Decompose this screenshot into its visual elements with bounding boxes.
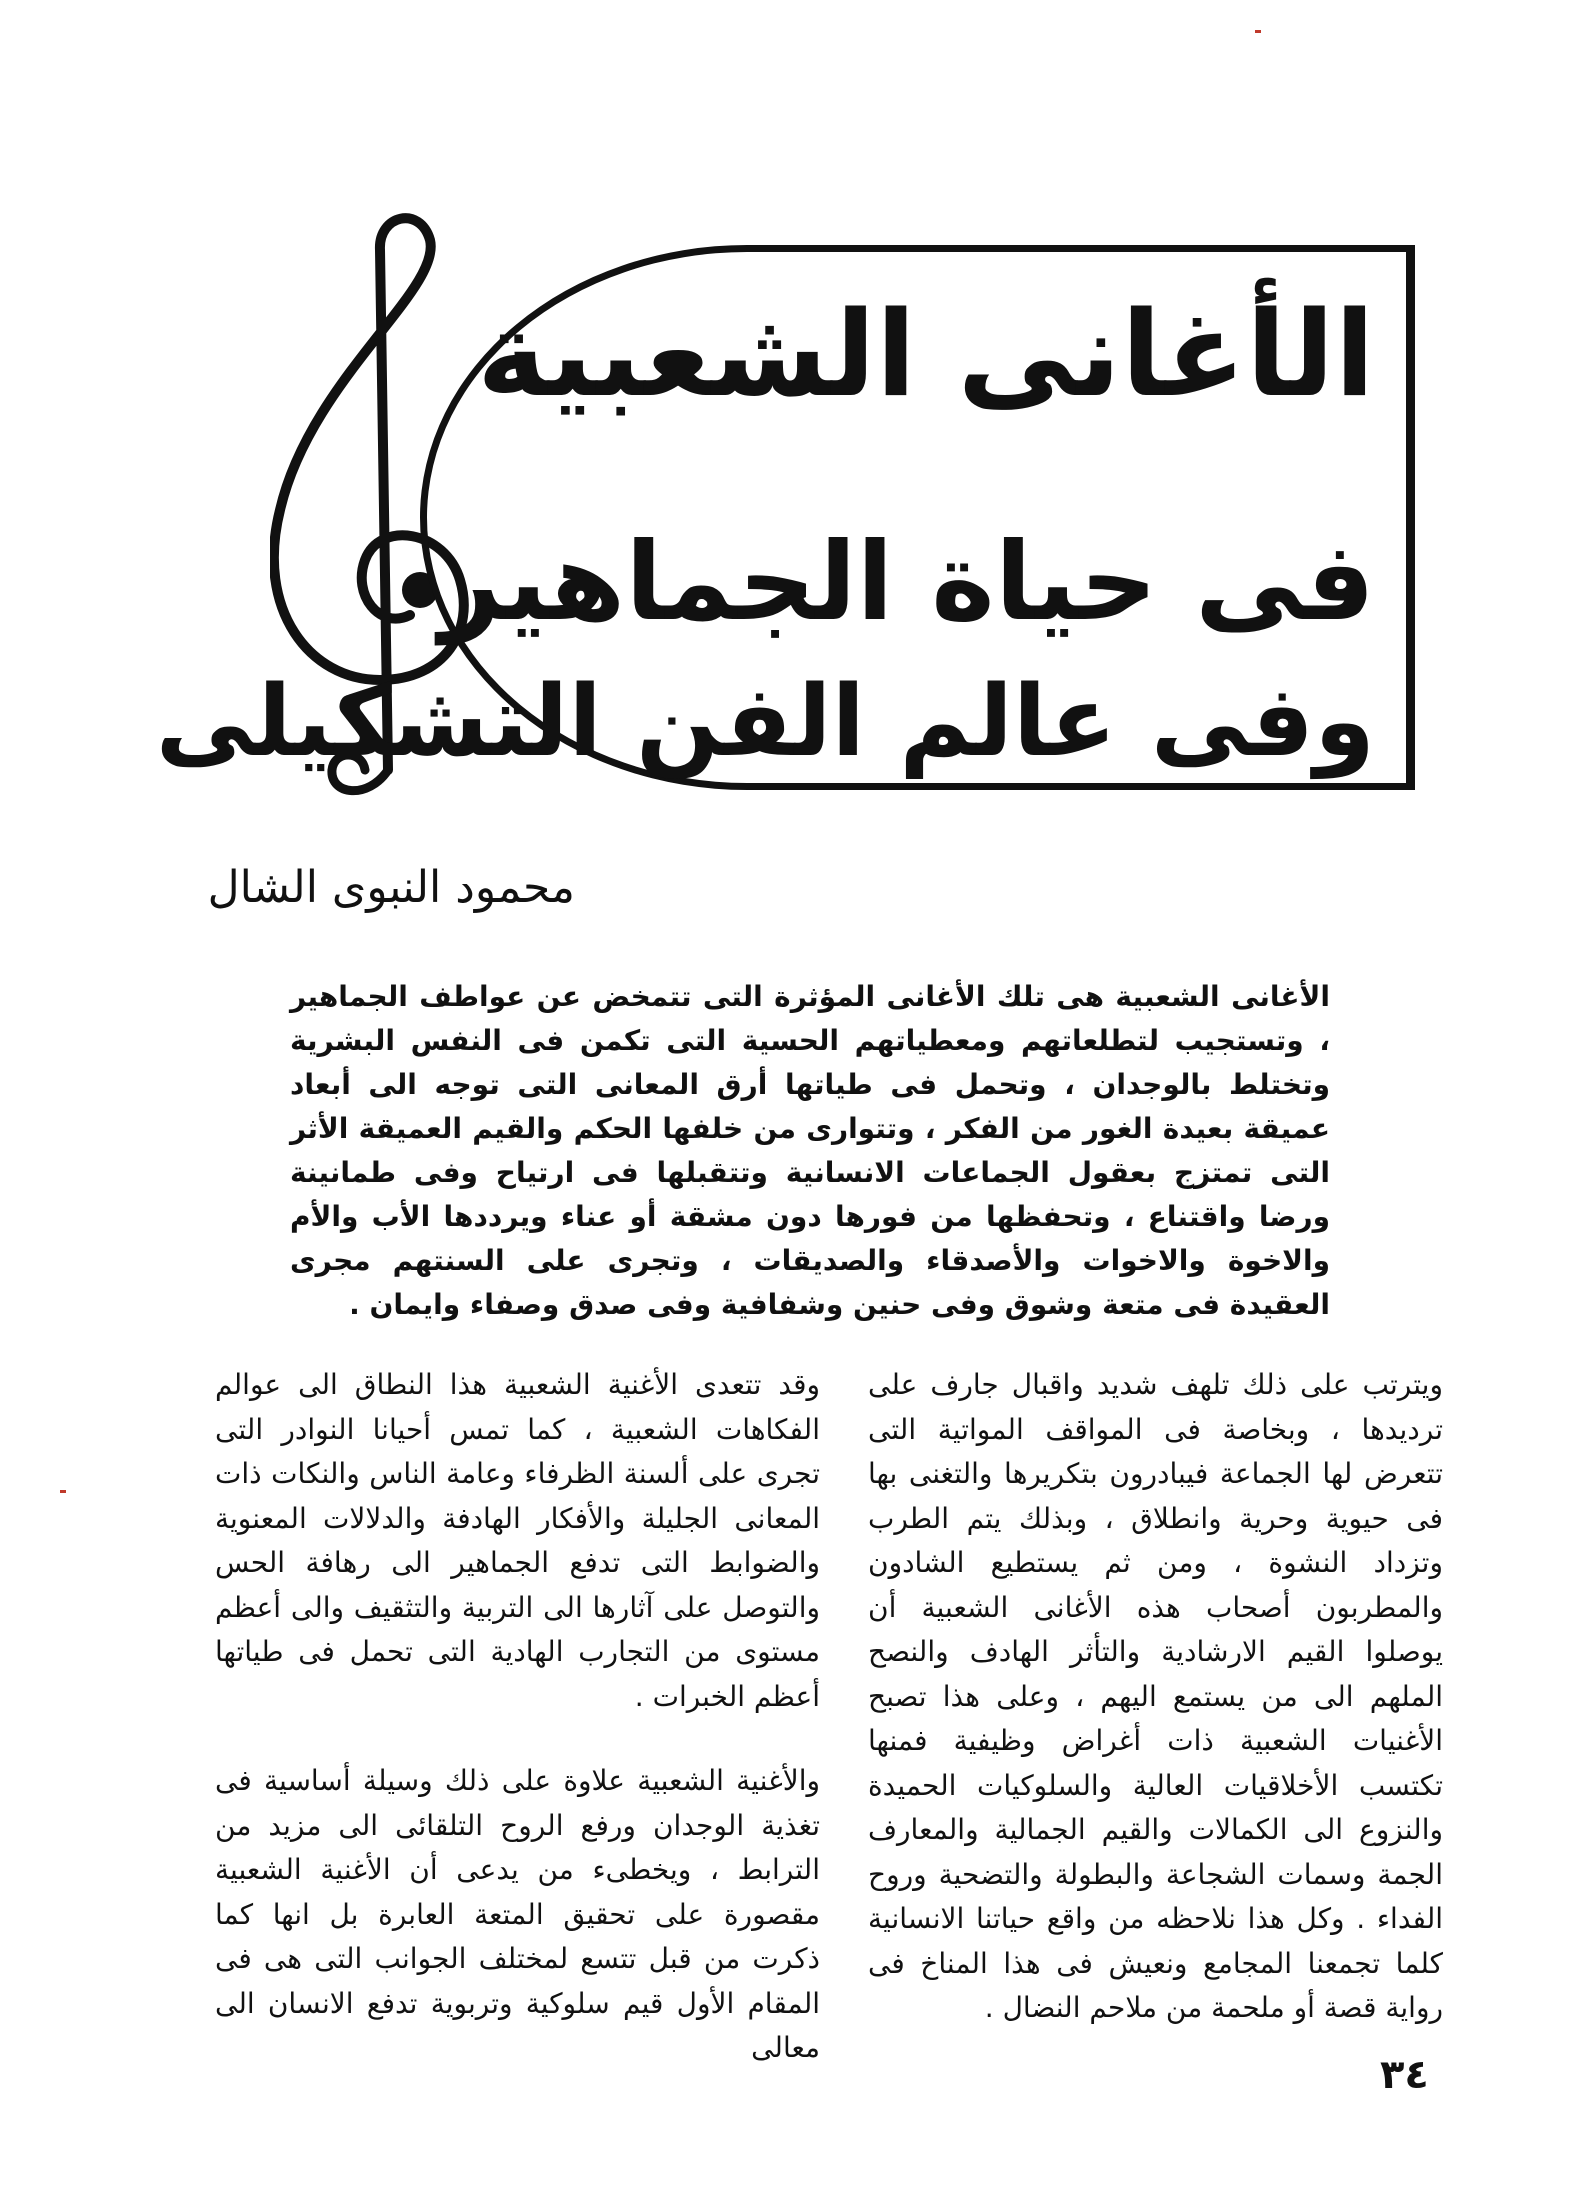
column-right-paragraph: ويترتب على ذلك تلهف شديد واقبال جارف على ترديدها ، وبخاصة فى المواقف المواتية التى تتعرض لها الجماعة فيبادرون بتكريرها والتغنى بها فى حيوية وحرية وانطلاق ، وبذلك يتم الطرب وتزداد النشوة ، ومن ثم يستطيع الشادون والمطربون أصحاب هذه الأغانى الشعبية أن يوصلوا القيم الارشادية والتأثر الهادف والنصح الملهم الى من يستمع اليهم ، وعلى هذا تصبح الأغنيات الشعبية ذات أغراض وظيفية فمنها تكتسب الأخلاقيات العالية والسلوكيات الحميدة والنزوع الى الكمالات والقيم الجمالية والمعارف الجمة وسمات الشجاعة والبطولة والتضحية وروح الفداء . وكل هذا نلاحظه من واقع حياتنا الانسانية كلما تجمعنا المجامع ونعيش فى هذا المناخ فى رواية قصة أو ملحمة من ملاحم النضال . — [868, 1368, 1443, 2024]
intro-paragraph: الأغانى الشعبية هى تلك الأغانى المؤثرة التى تتمخض عن عواطف الجماهير ، وتستجيب لتطلعاتهم ومعطياتهم الحسية التى تكمن فى النفس البشرية وتختلط بالوجدان ، وتحمل فى طياتها أرق المعانى التى توجه الى أبعاد عميقة بعيدة الغور من الفكر ، وتتوارى من خلفها الحكم والقيم العميقة الأثر التى تمتزج بعقول الجماعات الانسانية وتتقبلها فى ارتياح وفى طمانينة ورضا واقتناع ، وتحفظها من فورها دون مشقة أو عناء ويرددها الأب والأم والاخوة والاخوات والأصدقاء والصديقات ، وتجرى على السنتهم مجرى العقيدة فى متعة وشوق وفى حنين وشفافية وفى صدق وصفاء وايمان . — [290, 980, 1330, 1321]
column-right — [868, 1363, 1443, 2031]
print-speck — [60, 1490, 66, 1493]
column-left — [215, 1363, 820, 2071]
column-left-paragraph-2: والأغنية الشعبية علاوة على ذلك وسيلة أساسية فى تغذية الوجدان ورفع الروح التلقائى الى مزيد من الترابط ، ويخطىء من يدعى أن الأغنية الشعبية مقصورة على تحقيق المتعة العابرة بل انها كما ذكرت من قبل تتسع لمختلف الجوانب التى هى فى المقام الأول قيم سلوكية وتربوية تدفع الانسان الى معالى — [215, 1764, 820, 2064]
author-byline: محمود النبوى الشال — [207, 862, 575, 913]
column-left-paragraph-1: وقد تتعدى الأغنية الشعبية هذا النطاق الى عوالم الفكاهات الشعبية ، كما تمس أحيانا النوادر التى تجرى على ألسنة الظرفاء وعامة الناس والنكات ذات المعانى الجليلة والأفكار الهادفة والدلالات المعنوية والضوابط التى تدفع الجماهير الى رهافة الحس والتوصل على آثارها الى التربية والتثقيف والى أعظم مستوى من التجارب الهادية التى تحمل فى طياتها أعظم الخبرات . — [215, 1368, 820, 1713]
page-number: ٣٤ — [1380, 2052, 1429, 2098]
title-line-1: الأغانى الشعبية — [476, 285, 1375, 423]
title-line-2: فى حياة الجماهير — [439, 520, 1375, 645]
print-speck — [1255, 30, 1261, 33]
title-line-3: وفى عالم الفن التشكيلى — [155, 665, 1375, 779]
